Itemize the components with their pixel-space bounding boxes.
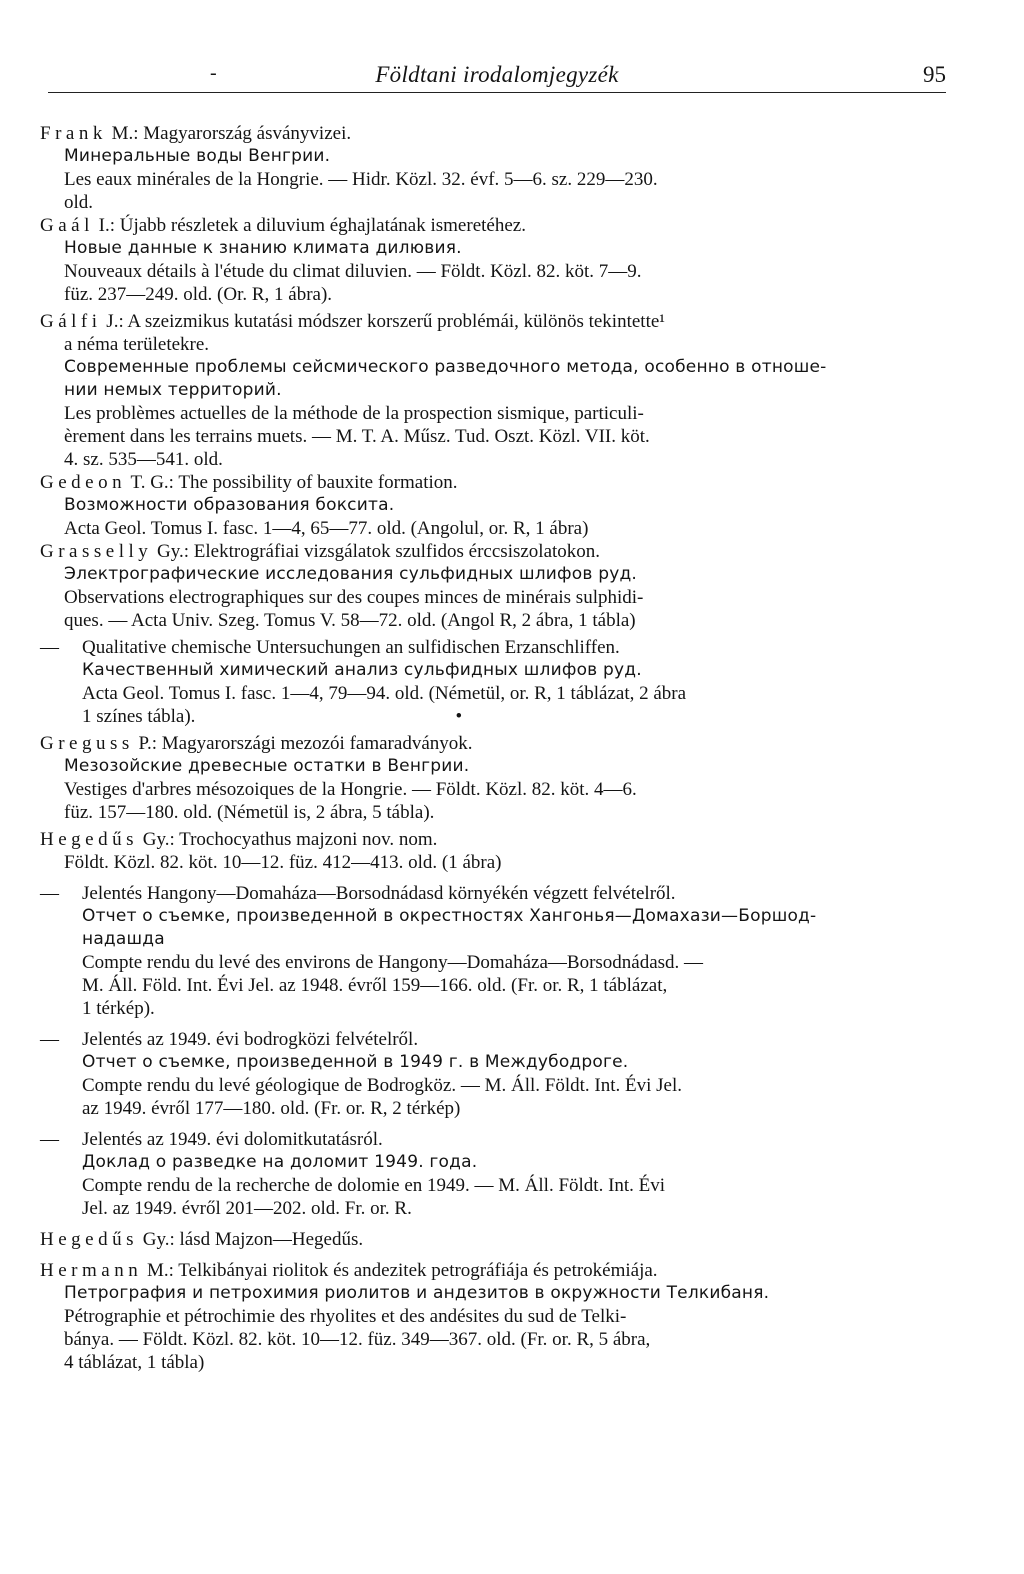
entry-heading (40, 1259, 946, 1282)
russian-title-continued: нии немых территорий. (64, 380, 282, 400)
author-name: Hermann (40, 1260, 143, 1281)
author-name: Grasselly (40, 541, 153, 562)
citation-line: ques. — Acta Univ. Szeg. Tomus V. 58—72. old. (Angol R, 2 ábra, 1 tábla) (64, 610, 636, 631)
running-header (48, 56, 946, 96)
entry-gaal (40, 214, 946, 306)
russian-title: Качественный химический анализ сульфидных шлифов руд. (82, 660, 642, 680)
author-name: Frank (40, 123, 107, 144)
russian-title: Отчет о съемке, произведенной в окрестностях Хангонья—Домахази—Боршод- (82, 906, 817, 926)
entry-title: Qualitative chemische Untersuchungen an sulfidischen Erzanschliffen. (82, 637, 620, 658)
russian-title: Отчет о съемке, произведенной в 1949 г. в Междубодроге. (82, 1052, 629, 1072)
citation-line: 4. sz. 535—541. old. (64, 449, 223, 470)
journal-section-title: Földtani irodalomjegyzék (375, 62, 619, 87)
citation-line: az 1949. évről 177—180. old. (Fr. or. R, 2 térkép) (82, 1098, 461, 1119)
entry-gedeon (40, 471, 946, 540)
entry-grasselly-2 (40, 636, 946, 728)
french-title: Les eaux minérales de la Hongrie. — Hidr. Közl. 32. évf. 5—6. sz. 229—230. (64, 169, 658, 190)
entry-title: T. G.: The possibility of bauxite formation. (126, 472, 458, 493)
entry-galfi (40, 310, 946, 471)
entry-heading (40, 122, 946, 145)
entry-hegedus-1 (40, 828, 946, 874)
russian-title: Минеральные воды Венгрии. (64, 146, 331, 166)
citation-line: 4 táblázat, 1 tábla) (64, 1352, 205, 1373)
citation-line: Földt. Közl. 82. köt. 10—12. füz. 412—413. old. (1 ábra) (64, 852, 502, 873)
russian-title: Новые данные к знанию климата дилювия. (64, 238, 462, 258)
citation-line: M. Áll. Föld. Int. Évi Jel. az 1948. évről 159—166. old. (Fr. or. R, 1 táblázat, (82, 975, 668, 996)
french-title: Nouveaux détails à l'étude du climat diluvien. — Földt. Közl. 82. köt. 7—9. (64, 261, 642, 282)
entry-title: Gy.: Trochocyathus majzoni nov. nom. (137, 829, 438, 850)
ditto-dash: — (40, 1029, 59, 1050)
ditto-dash: — (40, 637, 59, 658)
ditto-dash: — (40, 1129, 59, 1150)
entry-title: P.: Magyarországi mezozói famaradványok. (133, 733, 473, 754)
header-rule (48, 92, 946, 93)
entry-heading (40, 471, 946, 494)
stray-dot: • (455, 706, 463, 727)
ditto-dash: — (40, 883, 59, 904)
author-name: Hegedűs (40, 829, 138, 850)
entry-title-continued: a néma területekre. (64, 334, 210, 355)
entry-hegedus-5 (40, 1228, 946, 1251)
entry-heading (40, 828, 946, 851)
entry-title: Jelentés Hangony—Domaháza—Borsodnádasd környékén végzett felvételről. (82, 883, 676, 904)
citation-line: 1 színes tábla). • (82, 706, 463, 727)
entry-greguss (40, 732, 946, 824)
entry-title: Jelentés az 1949. évi bodrogközi felvételről. (82, 1029, 419, 1050)
entry-heading (40, 310, 946, 333)
french-title: Observations electrographiques sur des coupes minces de minérais sulphidi- (64, 587, 644, 608)
russian-title: Мезозойские древесные остатки в Венгрии. (64, 756, 470, 776)
entry-hegedus-4 (40, 1128, 946, 1220)
entry-hegedus-2 (40, 882, 946, 1020)
french-title: Vestiges d'arbres mésozoiques de la Hongrie. — Földt. Közl. 82. köt. 4—6. (64, 779, 637, 800)
citation-line: Acta Geol. Tomus I. fasc. 1—4, 65—77. old. (Angolul, or. R, 1 ábra) (64, 518, 589, 539)
entry-grasselly (40, 540, 946, 632)
author-name: Greguss (40, 733, 134, 754)
french-title: Compte rendu du levé géologique de Bodrogköz. — M. Áll. Földt. Int. Évi Jel. (82, 1075, 683, 1096)
french-title: Les problèmes actuelles de la méthode de la prospection sismique, particuli- (64, 403, 644, 424)
entry-title: M.: Telkibányai riolitok és andezitek petrográfiája és petrokémiája. (142, 1260, 658, 1281)
french-title: Pétrographie et pétrochimie des rhyolites et des andésites du sud de Telki- (64, 1306, 627, 1327)
citation-line: 1 térkép). (82, 998, 155, 1019)
entry-title: I.: Újabb részletek a diluvium éghajlatának ismeretéhez. (93, 215, 526, 236)
author-name: Gedeon (40, 472, 127, 493)
entry-hegedus-3 (40, 1028, 946, 1120)
russian-title: Петрография и петрохимия риолитов и андезитов в окружности Телкибаня. (64, 1283, 770, 1303)
russian-title-continued: надашда (82, 929, 165, 949)
bibliography-list (40, 122, 946, 1374)
citation-line: bánya. — Földt. Közl. 82. köt. 10—12. füz. 349—367. old. (Fr. or. R, 5 ábra, (64, 1329, 651, 1350)
entry-frank (40, 122, 946, 214)
entry-title: Gy.: Elektrográfiai vizsgálatok szulfidos érccsiszolatokon. (152, 541, 601, 562)
entry-heading (40, 214, 946, 237)
entry-heading (40, 1228, 946, 1251)
citation-line: füz. 237—249. old. (Or. R, 1 ábra). (64, 284, 333, 305)
author-name: Gálfi (40, 311, 102, 332)
entry-title: J.: A szeizmikus kutatási módszer korszerű problémái, különös tekintette¹ (101, 311, 665, 332)
entry-heading (40, 732, 946, 755)
author-name: Hegedűs (40, 1229, 138, 1250)
french-title: Compte rendu de la recherche de dolomie en 1949. — M. Áll. Földt. Int. Évi (82, 1175, 666, 1196)
russian-title: Возможности образования боксита. (64, 495, 395, 515)
entry-heading (40, 540, 946, 563)
french-title: Compte rendu du levé des environs de Hangony—Domaháza—Borsodnádasd. — (82, 952, 704, 973)
entry-hermann (40, 1259, 946, 1374)
citation-line: èrement dans les terrains muets. — M. T. A. Műsz. Tud. Oszt. Közl. VII. köt. (64, 426, 650, 447)
citation-line: old. (64, 192, 94, 213)
header-dash: - (210, 62, 217, 84)
page-number: 95 (923, 62, 946, 87)
entry-title: M.: Magyarország ásványvizei. (106, 123, 352, 144)
author-name: Gaál (40, 215, 94, 236)
citation-line: Jel. az 1949. évről 201—202. old. Fr. or. R. (82, 1198, 412, 1219)
citation-line: Acta Geol. Tomus I. fasc. 1—4, 79—94. old. (Németül, or. R, 1 táblázat, 2 ábra (82, 683, 687, 704)
russian-title: Доклад о разведке на доломит 1949. года. (82, 1152, 478, 1172)
russian-title: Современные проблемы сейсмического разведочного метода, особенно в отноше- (64, 357, 827, 377)
russian-title: Электрографические исследования сульфидных шлифов руд. (64, 564, 638, 584)
entry-title: Jelentés az 1949. évi dolomitkutatásról. (82, 1129, 383, 1150)
citation-line: füz. 157—180. old. (Németül is, 2 ábra, 5 tábla). (64, 802, 435, 823)
cross-reference: Gy.: lásd Majzon—Hegedűs. (137, 1229, 364, 1250)
